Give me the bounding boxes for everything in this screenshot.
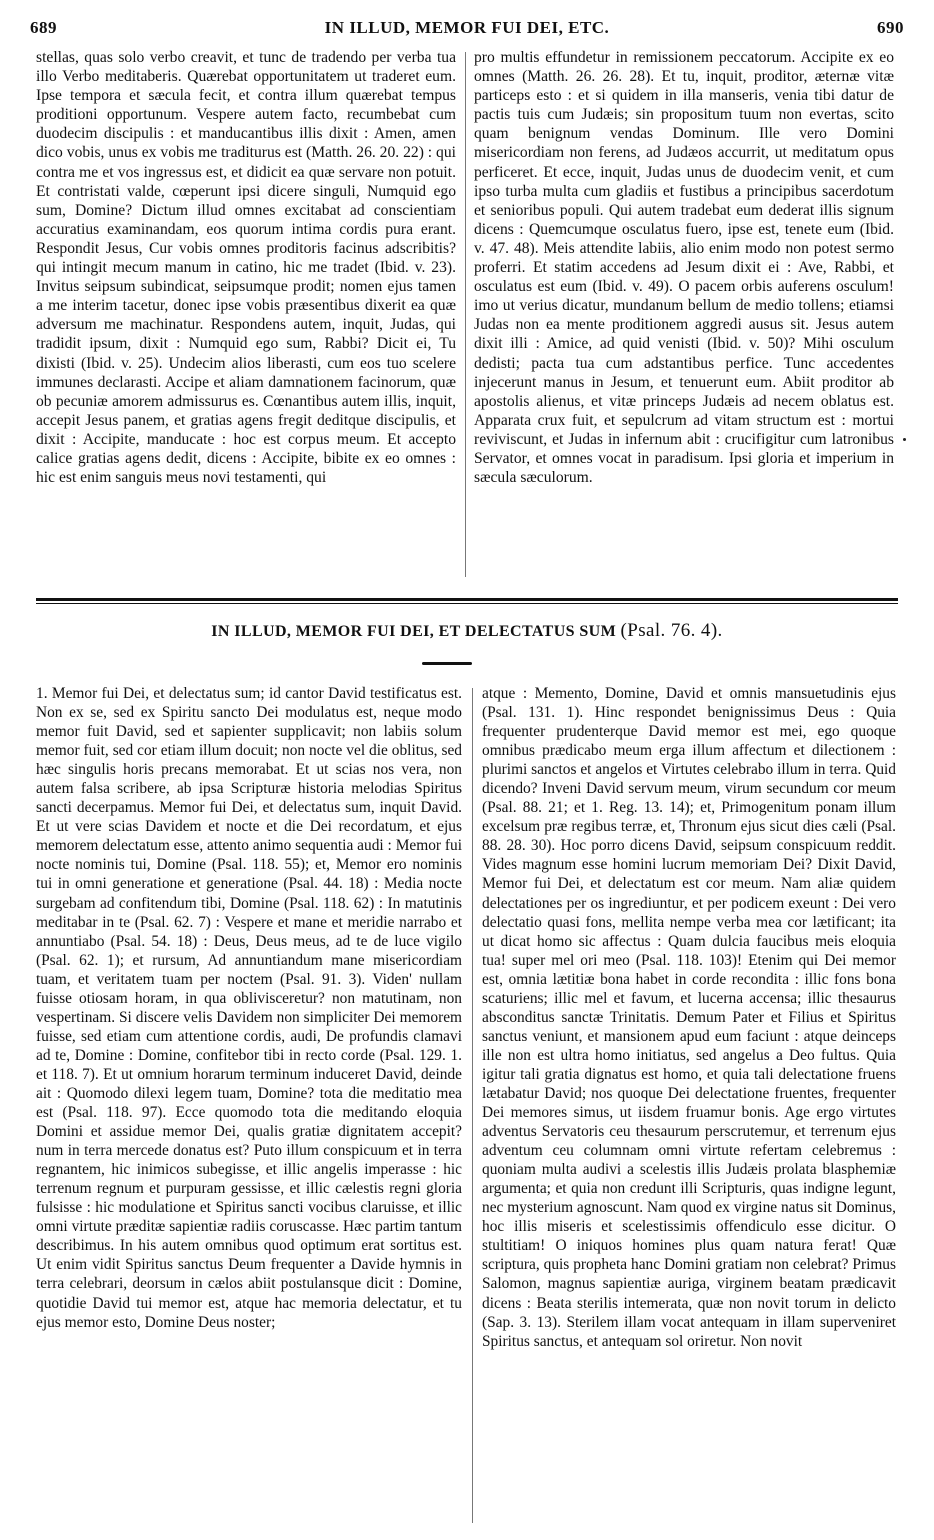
- upper-right-column: pro multis effundetur in remissionem peccatorum. Accipite ex eo omnes (Matth. 26. 26. 28). Et tu, inquit, proditor, æternæ vitæ particeps esto : et si quidem in illa manseris, venia tibi datur de pactis tuis cum Judæis; sin propositum tuum non evertas, scito quam benignum vendas Dominum. Ille vero Domini misericordiam non ferens, ad Judæos accurrit, ut meditatum opus perficeret. Et ecce, inquit, Judas unus de duodecim venit, et cum ipso turba multa cum gladiis et fustibus a principibus sacerdotum et senioribus populi. Qui autem tradebat eum dederat illis signum dicens : Quemcumque osculatus fuero, ipse est, tenete eum (Ibid. v. 47. 48). Meis attendite labiis, alio enim modo non potest sermo proferri. Et statim accedens ad Jesum dixit ei : Ave, Rabbi, et osculatus est eum (Ibid. v. 49). O pacem orbis auferens osculum! imo ut verius dicatur, mundanum bellum de medio tollens; etiamsi Judas non ea mente proditionem aggredi ausus sit. Jesus autem dixit illi : Amice, ad quid venisti (Ibid. v. 50)? Mihi osculum dedisti; pacta tua cum adstantibus perfice. Tunc accedentes injecerunt manus in Jesum, et tenuerunt eum. Abiit proditor ab apostolis alienus, et vitæ princeps Judæis ad necem oblatus est. Apparata crux fuit, et sepulcrum ad vitam structum est : mortui reviviscunt, et Judas in infernum abit : crucifigitur cum latronibus Servator, et omnes vocat in paradisum. Ipsi gloria et imperium in sæcula sæculorum.: [474, 49, 894, 487]
- ornament-dash: [422, 662, 472, 665]
- page-number-right: 690: [877, 18, 904, 37]
- lower-column-divider: [472, 688, 473, 1523]
- upper-left-column: stellas, quas solo verbo creavit, et tunc de tradendo per verba tua illo Verbo meditaberis. Quærebat opportunitatem ut traderet eum. Ipse tempora et sæcula fecit, et contra illum quærebat tempus proditioni opportunum. Vespere autem facto, recumbebat cum duodecim discipulis : et manducantibus illis dixit : Amen, amen dico vobis, unus ex vobis me traditurus est (Matth. 26. 20. 22) : qui contra me et vos ingressus est, et didicit ea quæ servare non potuit. Et contristati valde, cœperunt ipsi dicere singuli, Numquid ego sum, Domine? Dictum illud omnes excitabat ad conscientiam accuratius examinandam, eos quorum intima cordis pura erant. Respondit Jesus, Cur vobis omnes proditoris facinus adscribitis? qui intingit mecum manum in catino, hic me tradet (Ibid. v. 23). Invitus seipsum subindicat, seipsumque prodit; nomen ejus tamen a me interim tacetur, donec ipse vobis præsentibus dixerit ea quæ adversum me machinatur. Respondens autem, inquit, Judas, qui tradidit ipsum, dixit : Numquid ego sum, Rabbi? Dicit ei, Tu dixisti (Ibid. v. 25). Undecim alios liberasti, cum eos tuo scelere immunes declarasti. Accipe et aliam damnationem facinorum, quæ ob pecuniæ amorem admissurus es. Cœnantibus autem illis, inquit, accepit Jesus panem, et gratias agens fregit deditque discipulis, et dixit : Accipite, manducate : hoc est corpus meum. Et accepto calice gratias agens dedit, dicens : Accipite, bibite ex eo omnes : hic est enim sanguis meus novi testamenti, qui: [36, 49, 456, 487]
- section-rule-thin: [36, 603, 898, 604]
- print-speck: [903, 438, 906, 441]
- upper-column-divider: [465, 52, 466, 577]
- section-rule-thick: [36, 598, 898, 601]
- running-title: IN ILLUD, MEMOR FUI DEI, ETC.: [324, 18, 610, 37]
- section-title: [36, 620, 898, 642]
- lower-left-column: 1. Memor fui Dei, et delectatus sum; id cantor David testificatus est. Non ex se, sed ex Spiritu sancto Dei modulatus est, neque modo memor fuit David, sed et sapienter supplicavit; non labiis solum memor fuit, sed cor etiam illum docuit; non nocte vel die oblitus, sed hæc singulis horis precans memorabat. Et ut scias nos vera, non autem falsa scribere, ab ipsa Scripturæ historia melodias Spiritus sancti decerpamus. Memor fui Dei, et delectatus sum, inquit David. Et ut vere scias Davidem et nocte et die Dei recordatum, et ejus memorem delectatum esse, attento animo sequentia audi : Memor fui nocte nominis tui, Domine (Psal. 118. 55); et, Memor ero nominis tui in omni generatione et generatione (Psal. 44. 18) : Media nocte surgebam ad confitendum tibi, Domine (Psal. 118. 62) : In matutinis meditabar in te (Psal. 62. 7) : Vespere et mane et meridie narrabo et annuntiabo (Psal. 54. 18) : Deus, Deus meus, ad te de luce vigilo (Psal. 62. 1); et rursum, Ad annuntiandum mane misericordiam tuam, et veritatem tuam per noctem (Psal. 91. 3). Viden' nullam fuisse otiosam horam, in qua oblivisceretur? non matutinam, non vespertinam. Si discere velis Davidem non simpliciter Dei memorem fuisse, sed etiam cum attentione cordis, audi, De profundis clamavi ad te, Domine : Domine, confitebor tibi in recto corde (Psal. 129. 1. et 118. 7). Et ut omnium horarum terminum induceret David, deinde ait : Quomodo dilexi legem tuam, Domine? tota die meditatio mea est (Psal. 118. 97). Ecce quomodo tota die meditando eloquia Domini et assidue memor Dei, qualis gratiæ dignitatem accepit? num in terra mercede donatus est? Puto illum conspicuum et in terra regnantem, hic inimicos subegisse, et illic angelis imperasse : hic terrenum regnum et purpuram gessisse, et illic cælestis regni gloria fulsisse : hic modulatione et Spiritus sancti vocibus claruisse, et illic omni virtute præditæ sapientiæ radiis coruscasse. Hæc partim tantum describimus. In his autem omnibus quod optimum erat sortitus est. Ut enim vidit Spiritus sanctus Deum frequenter a Davide hymnis in terra celebrari, deorsum in cælos abiit postulansque dicit : Domine, quotidie David tui memor est, atque hac memoria delectatur, et tu ejus memor esto, Domine Deus noster;: [36, 685, 462, 1331]
- lower-right-column: atque : Memento, Domine, David et omnis mansuetudinis ejus (Psal. 131. 1). Hinc respondet benignissimus Deus : Quia frequenter prudenterque David memor est mei, ego quoque omnibus prædicabo meum erga illum affectum et dilectionem : plurimi sanctos et angelos et Virtutes celebrabo illum in terra. Quid dicendo? Inveni David servum meum, virum secundum cor meum (Psal. 88. 21; et 1. Reg. 13. 14); et, Primogenitum ponam illum excelsum præ regibus terræ, et, Thronum ejus sicut dies cæli (Psal. 88. 28. 30). Hoc porro dicens David, seipsum conspicuum reddit. Vides magnum esse homini lucrum memoriam Dei? Dixit David, Memor fui Dei, et delectatum est cor meum. Nam aliæ quidem delectationes per os ingrediuntur, et per podicem exeunt : Dei vero delectatio quasi fons, mellita nempe verba mea cor lætificant; ita ut dicat homo sic affectus : Quam dulcia faucibus meis eloquia tua! super mel ori meo (Psal. 118. 103)! Etenim qui Dei memor est, omnia lætitiæ bona habet in corde recondita : illic fons bona scaturiens; illic mel et favum, et lucerna accensa; illic thesaurus absconditus sanctæ Trinitatis. Demum Pater et Filius et Spiritus sanctus veniunt, et mansionem apud eum faciunt : atque deinceps ille non est ultra homo initiatus, sed angelus a Deo fultus. Quia igitur tali gratia dignatus est homo, et quia tali delectatione fruens lætabatur David; nos quoque Dei delectatione fruentes, frequenter Dei memores simus, ut iisdem fruamur bonis. Age ergo virtutes adventus Servatoris ceu thesaurum perscrutemur, et terrenum ejus adventum ceu columnam omni virtute refertam celebremus : quoniam multa audivi a scelestis illis Judæis prolata blasphemiæ argumenta; et quia non credunt illi Scripturis, quas indigne legunt, nec mysterium agnoscunt. Nam quod ex virgine natus sit Dominus, hoc illis miseris et scelestissimis offendiculo esse dicitur. O stultitiam! O iniquos homines plus quam natura ferat! Quæ scriptura, quis propheta hanc Domini gratiam non celebrat? Primus Salomon, magnus sapientiæ auriga, virginem beatam prædicavit dicens : Beata sterilis intemerata, quæ non novit torum in delicto (Sap. 3. 13). Sterilem illam vocat antequam in illam superveniret Spiritus sanctus, et antequam sol oriretur. Non novit: [482, 685, 896, 1350]
- page-header: [30, 18, 904, 44]
- section-title-text: IN ILLUD, MEMOR FUI DEI, ET DELECTATUS SUM: [211, 623, 617, 640]
- page-number-left: 689: [30, 18, 57, 37]
- section-reference: (Psal. 76. 4).: [620, 620, 723, 641]
